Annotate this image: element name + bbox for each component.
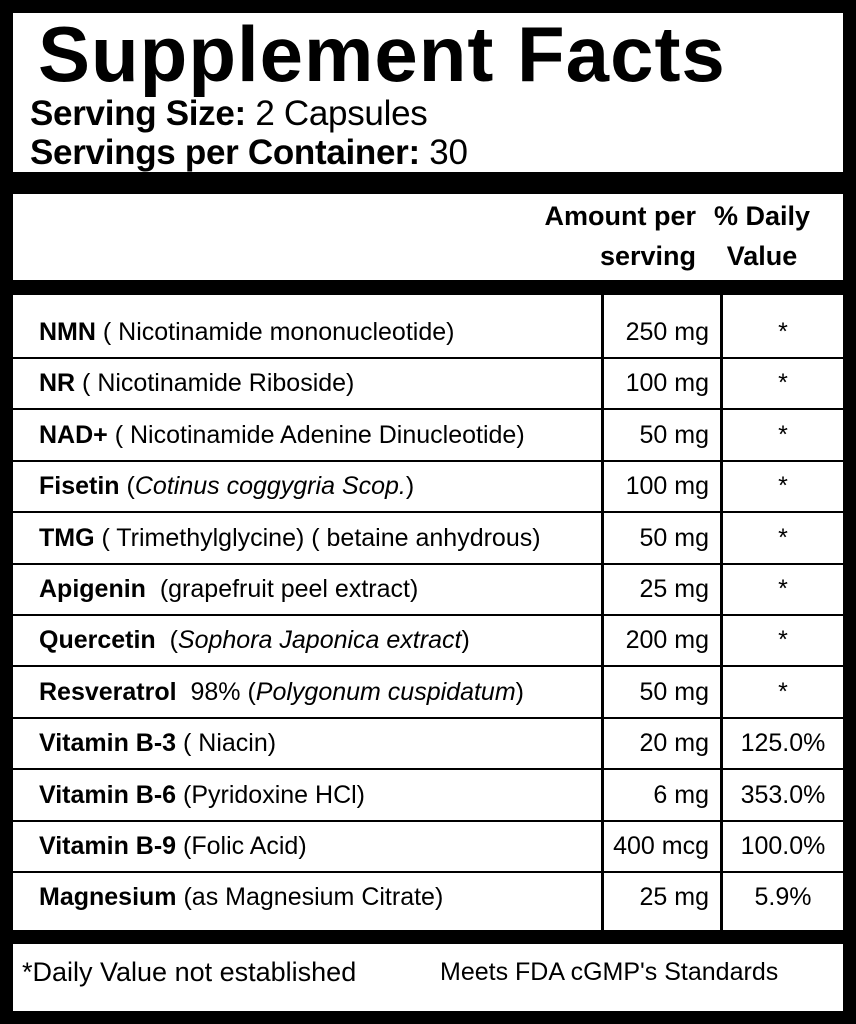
- ingredient-name: [39, 872, 443, 923]
- ingredient-description: ( Niacin): [176, 729, 277, 758]
- ingredient-daily-value: *: [778, 523, 788, 552]
- divider-thick: [0, 172, 856, 194]
- serving-size: [30, 94, 427, 134]
- ingredient-amount: 250 mg: [625, 318, 709, 346]
- ingredient-description: (as Magnesium Citrate): [176, 883, 444, 912]
- ingredient-description-end: ): [461, 626, 470, 655]
- ingredient-source-italic: Cotinus coggygria Scop.: [134, 472, 406, 501]
- ingredient-label: Magnesium: [39, 883, 177, 912]
- ingredient-description: (Pyridoxine HCl): [176, 780, 366, 809]
- ingredient-name: [39, 667, 524, 718]
- ingredient-amount: 50 mg: [639, 523, 709, 552]
- ingredient-label: TMG: [39, 523, 95, 552]
- ingredient-name: [39, 513, 541, 564]
- table-row: [13, 667, 843, 718]
- servings-per-container: [30, 133, 468, 173]
- ingredient-daily-value: 125.0%: [740, 729, 826, 758]
- ingredient-amount: 100 mg: [625, 472, 709, 501]
- table-row: [13, 410, 843, 461]
- divider-footer: [0, 930, 856, 944]
- ingredient-daily-value: 100.0%: [740, 832, 826, 860]
- ingredient-amount: 200 mg: [625, 626, 709, 655]
- ingredient-amount: 20 mg: [639, 729, 709, 758]
- ingredient-description: ( Nicotinamide Adenine Dinucleotide): [107, 420, 525, 449]
- ingredient-daily-value: *: [778, 420, 788, 449]
- ingredient-name: [39, 564, 418, 615]
- footnote-standard: Meets FDA cGMP's Standards: [440, 958, 779, 986]
- ingredient-name: [39, 358, 354, 409]
- panel-title: Supplement Facts: [38, 10, 726, 98]
- ingredient-amount: 6 mg: [653, 780, 709, 809]
- table-row: [13, 358, 843, 409]
- ingredient-label: Vitamin B-9: [39, 832, 177, 860]
- ingredient-amount: 50 mg: [639, 420, 709, 449]
- ingredient-daily-value: *: [778, 472, 788, 501]
- ingredient-label: Fisetin: [39, 472, 120, 501]
- ingredient-name: [39, 821, 307, 872]
- ingredient-source-italic: Sophora Japonica extract: [177, 626, 462, 655]
- ingredient-daily-value: *: [778, 626, 788, 655]
- ingredient-description: ( Nicotinamide mononucleotide): [95, 318, 455, 346]
- ingredient-description-end: ): [515, 677, 524, 706]
- ingredient-daily-value: 353.0%: [740, 780, 826, 809]
- ingredient-daily-value: *: [778, 318, 788, 346]
- table-row: [13, 513, 843, 564]
- ingredient-amount: 100 mg: [625, 369, 709, 398]
- table-row: [13, 872, 843, 923]
- ingredient-label: NMN: [39, 318, 96, 346]
- amount-header: [480, 196, 696, 276]
- ingredient-amount: 50 mg: [639, 677, 709, 706]
- ingredient-description: (Folic Acid): [176, 832, 307, 860]
- ingredient-description: (: [155, 626, 178, 655]
- ingredient-name: [39, 615, 470, 666]
- table-row: [13, 770, 843, 821]
- ingredient-daily-value: *: [778, 677, 788, 706]
- ingredient-daily-value: *: [778, 369, 788, 398]
- ingredient-amount: 400 mcg: [613, 832, 709, 860]
- servings-per-container-label: Servings per Container:: [30, 133, 420, 172]
- ingredient-description: (: [119, 472, 135, 501]
- ingredient-description: 98% (: [176, 677, 256, 706]
- table-row: [13, 564, 843, 615]
- ingredient-name: [39, 770, 365, 821]
- servings-per-container-value: 30: [419, 133, 468, 172]
- ingredient-description: ( Nicotinamide Riboside): [75, 369, 355, 398]
- column-divider-amount: [601, 295, 604, 930]
- amount-header-line2: serving: [599, 241, 696, 271]
- daily-value-header-line2: Value: [726, 241, 798, 271]
- divider-header: [0, 280, 856, 295]
- ingredient-description: ( Trimethylglycine) ( betaine anhydrous): [94, 523, 541, 552]
- ingredient-label: Vitamin B-6: [39, 780, 177, 809]
- ingredient-label: Vitamin B-3: [39, 729, 177, 758]
- column-divider-dv: [720, 295, 723, 930]
- table-row: [13, 615, 843, 666]
- serving-size-value: 2 Capsules: [245, 94, 428, 133]
- ingredient-label: Apigenin: [39, 575, 146, 603]
- ingredient-amount: 25 mg: [639, 575, 709, 603]
- footnote-daily-value: *Daily Value not established: [22, 957, 357, 987]
- ingredient-description-end: ): [405, 472, 415, 501]
- ingredient-source-italic: Polygonum cuspidatum: [255, 677, 516, 706]
- ingredient-name: [39, 718, 276, 769]
- ingredient-amount: 25 mg: [639, 883, 709, 912]
- amount-header-line1: Amount per: [544, 201, 696, 231]
- daily-value-header-line1: % Daily: [713, 201, 811, 231]
- serving-size-label: Serving Size:: [30, 94, 246, 133]
- ingredient-label: Quercetin: [39, 626, 156, 655]
- daily-value-header: [700, 196, 824, 276]
- ingredient-name: [39, 410, 525, 461]
- ingredient-name: [39, 461, 414, 512]
- ingredient-description: (grapefruit peel extract): [145, 575, 419, 603]
- table-row: [13, 461, 843, 512]
- table-row: [13, 307, 843, 358]
- ingredient-daily-value: 5.9%: [754, 883, 812, 912]
- ingredient-label: Resveratrol: [39, 677, 177, 706]
- table-row: [13, 718, 843, 769]
- ingredient-label: NR: [39, 369, 76, 398]
- ingredient-daily-value: *: [778, 575, 788, 603]
- ingredient-name: [39, 307, 454, 358]
- table-row: [13, 821, 843, 872]
- ingredient-label: NAD+: [39, 420, 108, 449]
